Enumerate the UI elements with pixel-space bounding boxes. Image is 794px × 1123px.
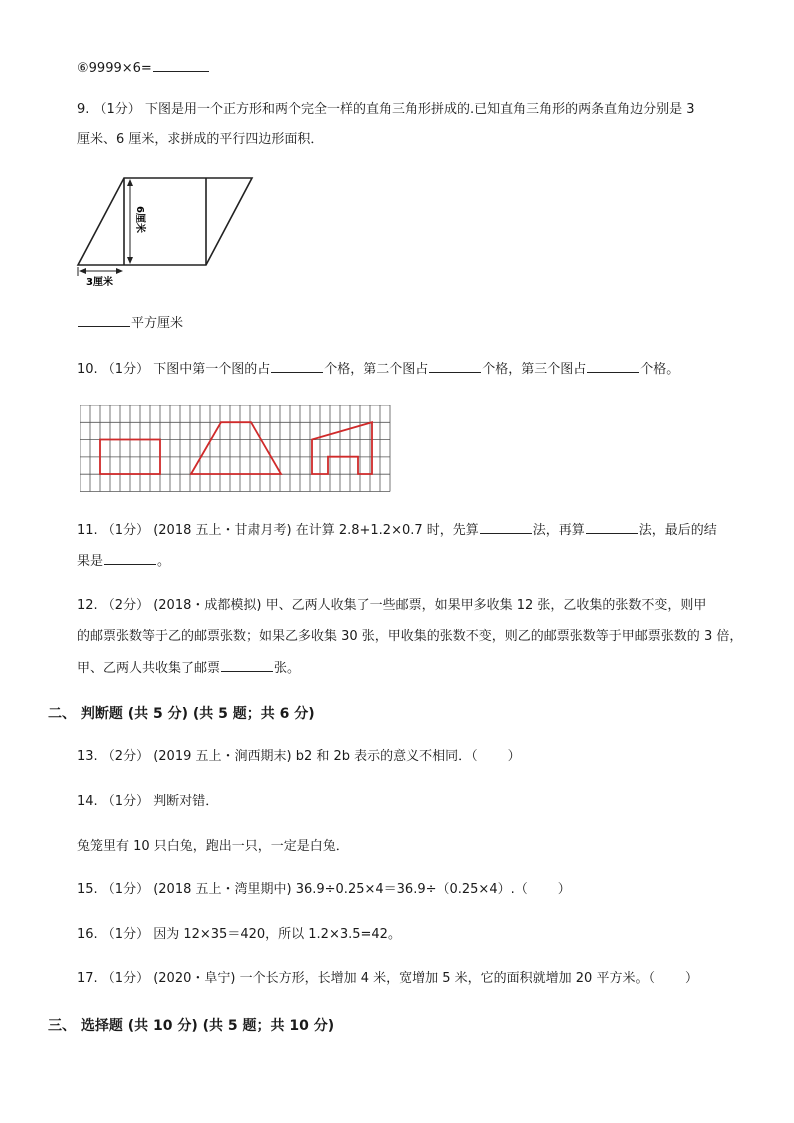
section-3-heading: 三、 选择题 (共 10 分) (共 5 题；共 10 分) (48, 1018, 335, 1034)
q10-text-4: 个格。 (640, 362, 680, 377)
q11-text-5: 。 (157, 554, 171, 569)
q11-line2 (77, 551, 170, 571)
q17-text: 17. （1分） (2020・阜宁) 一个长方形，长增加 4 米，宽增加 5 米，它的面积就增加 20 平方米。（ (77, 971, 655, 986)
base-label: 3厘米 (86, 277, 113, 288)
q12-text-2: 张。 (274, 661, 301, 676)
q13-text: 13. （2分） (2019 五上・涧西期末) b2 和 2b 表示的意义不相同．（ (77, 749, 478, 764)
q17-close: ） (684, 971, 698, 986)
q10-blank-2[interactable] (429, 359, 481, 373)
q10-blank-1[interactable] (271, 359, 323, 373)
q10-text-3: 个格，第三个图占 (482, 362, 587, 377)
section-2-heading: 二、 判断题 (共 5 分) (共 5 题；共 6 分) (48, 706, 315, 722)
q14-line1: 14. （1分） 判断对错． (77, 794, 219, 809)
q12-line3 (77, 658, 300, 678)
q9-answer-blank[interactable] (78, 313, 130, 327)
grid-figure (80, 405, 392, 495)
q16-line: 16. （1分） 因为 12×35＝420，所以 1.2×3.5=42。 (77, 927, 401, 942)
q11-text-2: 法，再算 (532, 523, 585, 538)
q15-line (77, 881, 571, 899)
q12-text-1: 甲、乙两人共收集了邮票 (77, 661, 221, 676)
q9-line2: 厘米、6 厘米，求拼成的平行四边形面积． (77, 132, 324, 147)
q10-text-2: 个格，第二个图占 (324, 362, 429, 377)
q9-answer (77, 313, 183, 333)
grid-lines (80, 405, 390, 492)
q11-blank-2[interactable] (586, 520, 638, 534)
shape-3-irregular (312, 422, 372, 474)
q14-line2: 兔笼里有 10 只白兔，跑出一只，一定是白兔． (77, 839, 349, 854)
q11-blank-3[interactable] (104, 551, 156, 565)
height-label: 6厘米 (134, 206, 145, 233)
q8-item6-blank[interactable] (153, 58, 209, 72)
q11-blank-1[interactable] (480, 520, 532, 534)
q9-line1: 9. （1分） 下图是用一个正方形和两个完全一样的直角三角形拼成的.已知直角三角形的两条直角边分别是 3 (77, 102, 695, 117)
shape-2-trapezoid (191, 422, 281, 474)
q8-item6 (77, 58, 210, 78)
q11-text-3: 法，最后的结 (638, 523, 717, 538)
q11-line1 (77, 520, 717, 540)
q10-line (77, 359, 679, 379)
q12-line1: 12. （2分） (2018・成都模拟) 甲、乙两人收集了一些邮票，如果甲多收集 12 张，乙收集的张数不变，则甲 (77, 598, 707, 613)
q15-text: 15. （1分） (2018 五上・湾里期中) 36.9÷0.25×4＝36.9÷（0.25×4）.（ (77, 882, 528, 897)
q9-answer-unit: 平方厘米 (131, 316, 184, 331)
q13-line (77, 748, 521, 766)
q11-text-1: 11. （1分） (2018 五上・甘肃月考) 在计算 2.8+1.2×0.7 时，先算 (77, 523, 479, 538)
q10-text-1: 10. （1分） 下图中第一个图的占 (77, 362, 271, 377)
q11-text-4: 果是 (77, 554, 104, 569)
q15-close: ） (557, 882, 571, 897)
parallelogram-outline (78, 178, 252, 265)
q10-blank-3[interactable] (587, 359, 639, 373)
q8-item6-text: ⑥9999×6= (77, 61, 152, 76)
q12-blank[interactable] (221, 658, 273, 672)
q13-close: ） (507, 749, 521, 764)
parallelogram-figure (70, 170, 270, 292)
q17-line (77, 970, 698, 988)
q12-line2: 的邮票张数等于乙的邮票张数；如果乙多收集 30 张，甲收集的张数不变，则乙的邮票张数等于甲邮票张数的 3 倍， (77, 629, 743, 644)
